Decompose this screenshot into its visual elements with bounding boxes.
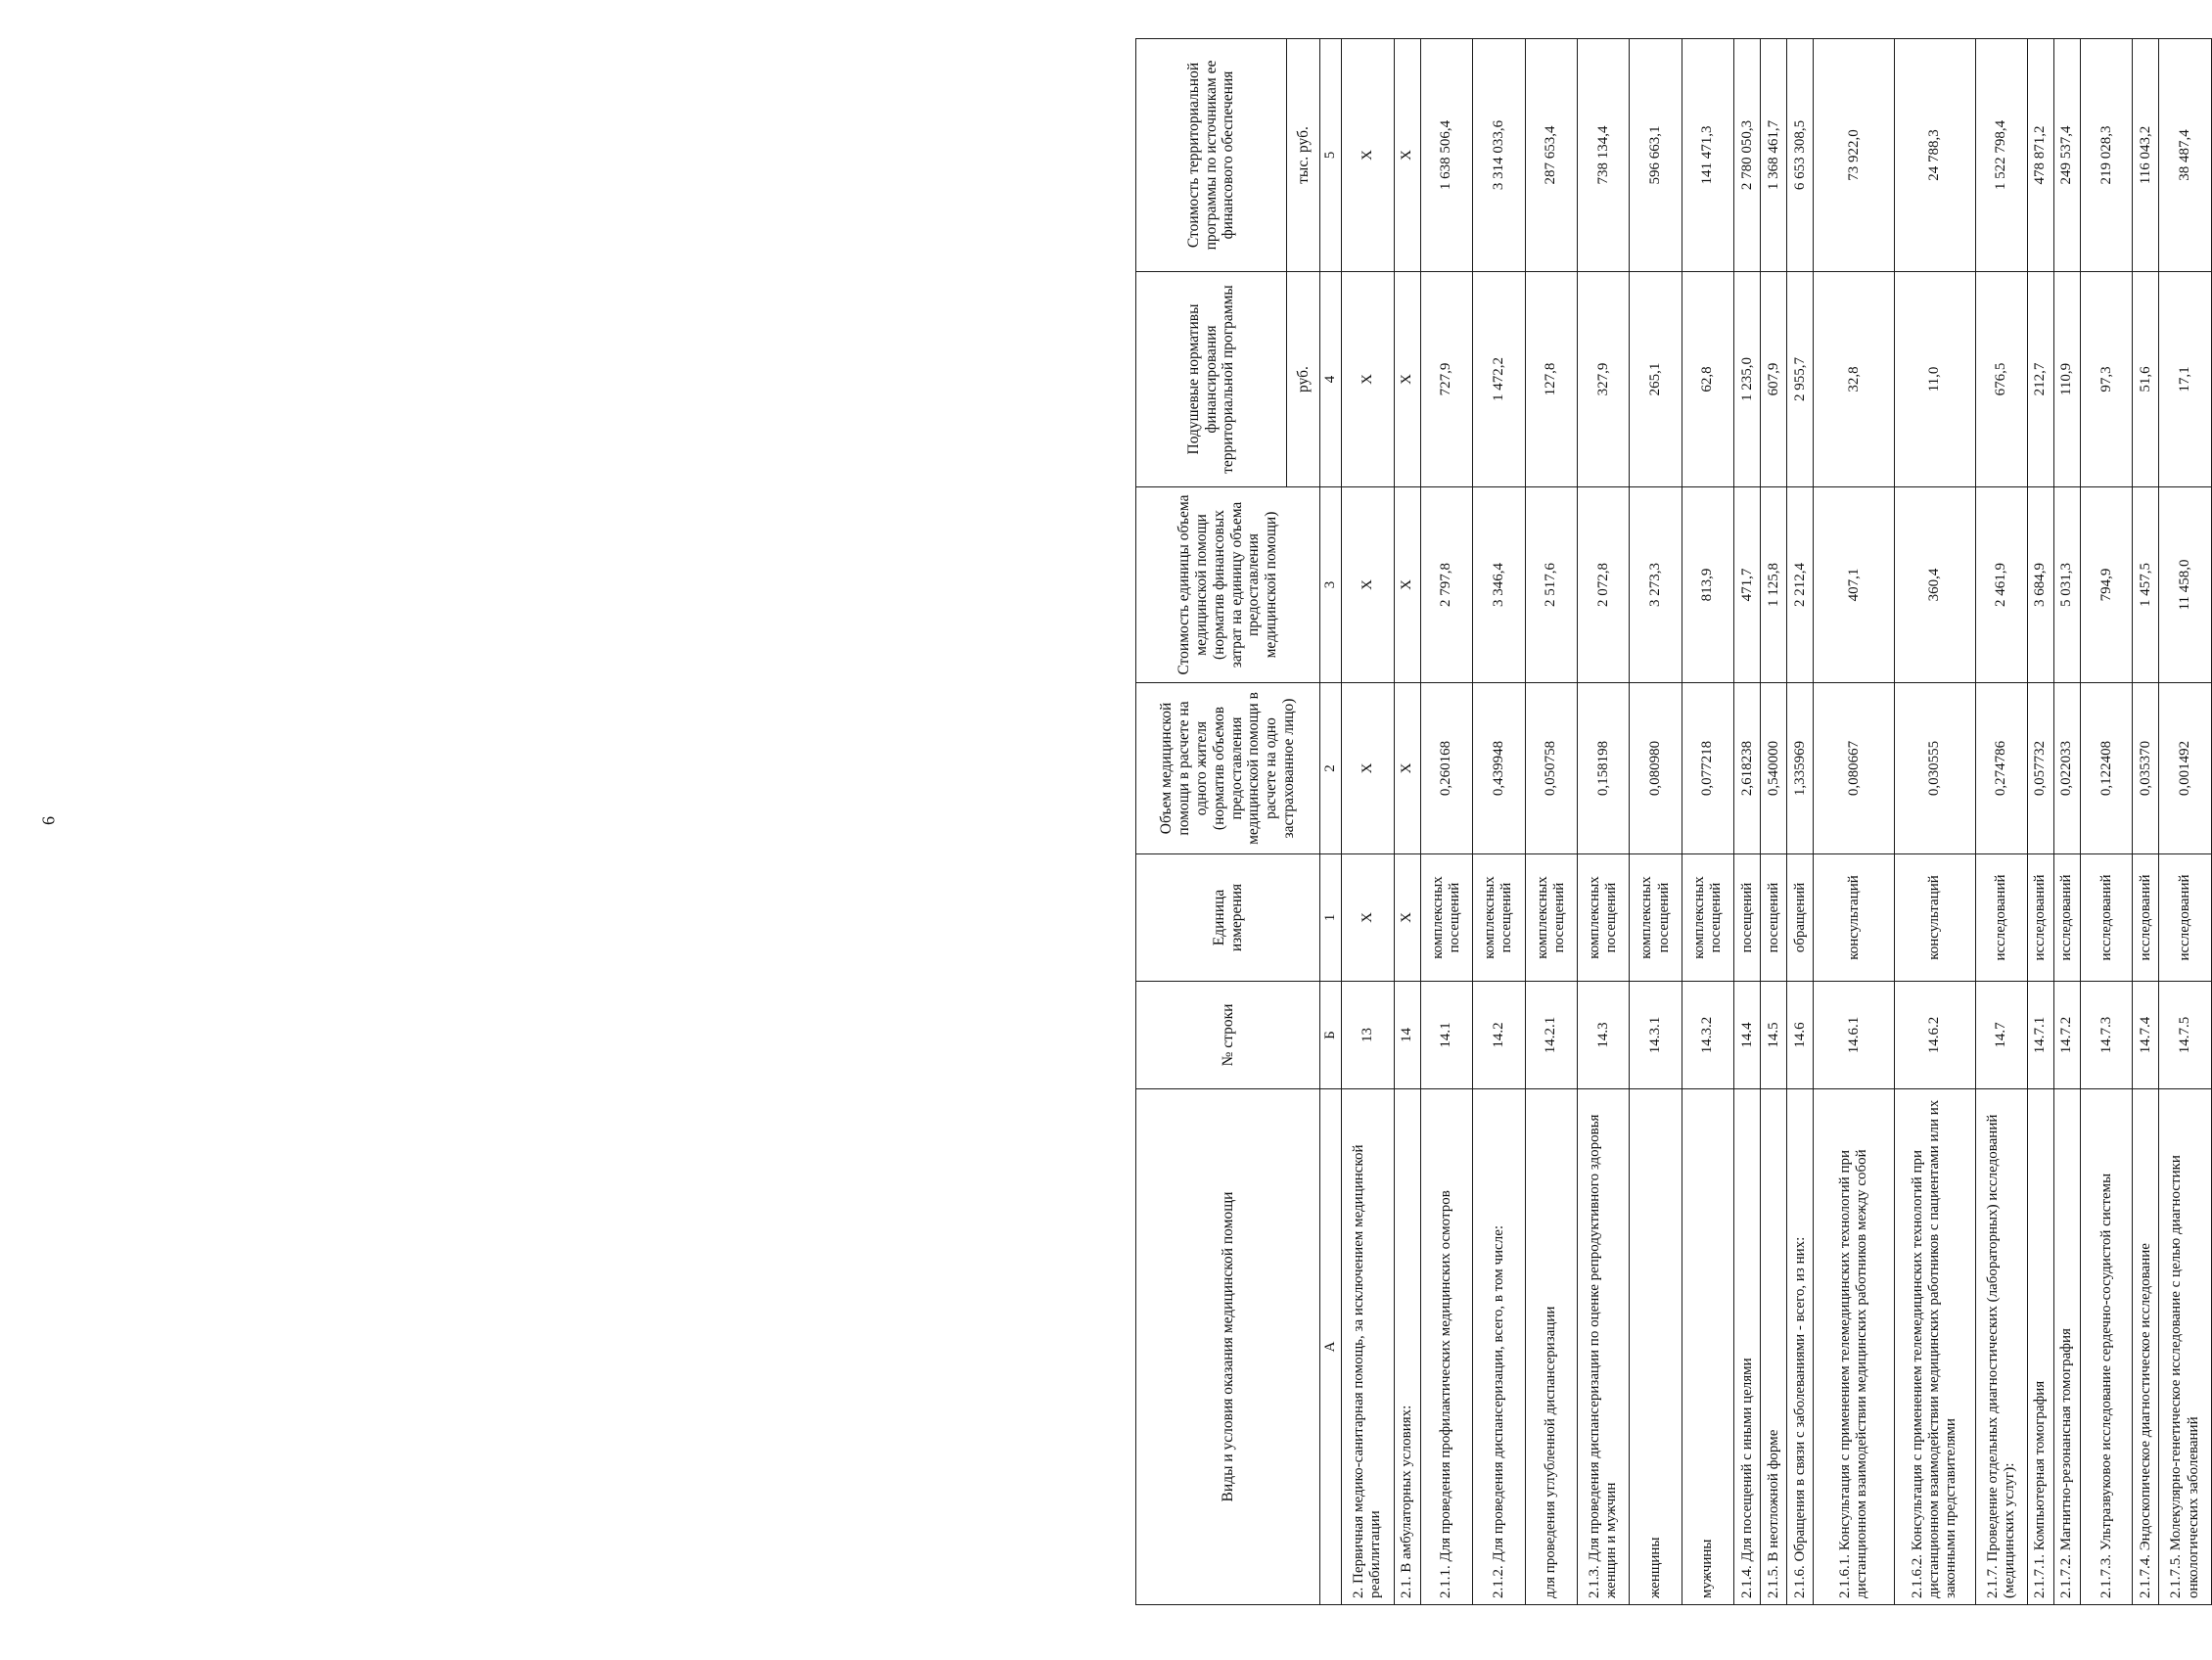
row-name: 2.1.7.2. Магнитно-резонансная томография [2053, 1089, 2080, 1605]
row-name: 2.1.4. Для посещений с иными целями [1734, 1089, 1761, 1605]
row-unit-cost: Х [1342, 487, 1394, 683]
row-volume: 0,001492 [2159, 683, 2212, 854]
row-total-cost: 73 922,0 [1814, 39, 1895, 272]
row-line-number: 14 [1394, 982, 1420, 1089]
row-unit-cost: 2 072,8 [1578, 487, 1630, 683]
row-volume: Х [1342, 683, 1394, 854]
row-name: мужчины [1682, 1089, 1733, 1605]
row-line-number: 13 [1342, 982, 1394, 1089]
row-line-number: 14.5 [1761, 982, 1787, 1089]
row-volume: 0,030555 [1894, 683, 1975, 854]
row-line-number: 14.3 [1578, 982, 1630, 1089]
row-unit-cost: 2 517,6 [1525, 487, 1577, 683]
table-row [2053, 39, 2080, 1605]
table-row [1787, 39, 1814, 1605]
rotated-table-container [1135, 39, 2212, 1605]
index-cell: 1 [1320, 854, 1342, 982]
table-row [1342, 39, 1394, 1605]
header-per-capita: Подушевые нормативы финансирования территориальной программы [1136, 272, 1287, 487]
medical-care-table [1135, 38, 2212, 1605]
row-unit: комплексных посещений [1682, 854, 1733, 982]
table-row [1814, 39, 1895, 1605]
header-unit-thousand-rub: тыс. руб. [1287, 39, 1320, 272]
row-unit: исследований [2081, 854, 2133, 982]
table-row [1394, 39, 1420, 1605]
header-unit: Единица измерения [1136, 854, 1320, 982]
row-line-number: 14.3.2 [1682, 982, 1733, 1089]
header-total-cost: Стоимость территориальной программы по источникам ее финансового обеспечения [1136, 39, 1287, 272]
index-cell: 3 [1320, 487, 1342, 683]
header-unit-rub: руб. [1287, 272, 1320, 487]
row-unit: исследований [2053, 854, 2080, 982]
row-unit: комплексных посещений [1578, 854, 1630, 982]
row-total-cost: 6 653 308,5 [1787, 39, 1814, 272]
row-volume: 0,122408 [2081, 683, 2133, 854]
row-unit-cost: 360,4 [1894, 487, 1975, 683]
row-name: 2.1.1. Для проведения профилактических медицинских осмотров [1420, 1089, 1472, 1605]
index-cell: А [1320, 1089, 1342, 1605]
row-unit-cost: Х [1394, 487, 1420, 683]
table-row [1975, 39, 2027, 1605]
row-per-capita: 32,8 [1814, 272, 1895, 487]
row-unit: комплексных посещений [1473, 854, 1525, 982]
row-unit-cost: 1 457,5 [2133, 487, 2159, 683]
table-body [1342, 39, 2212, 1605]
row-unit-cost: 1 125,8 [1761, 487, 1787, 683]
row-total-cost: 287 653,4 [1525, 39, 1577, 272]
row-name: 2.1.7.1. Компьютерная томография [2027, 1089, 2053, 1605]
row-per-capita: Х [1394, 272, 1420, 487]
row-volume: 0,158198 [1578, 683, 1630, 854]
row-per-capita: 2 955,7 [1787, 272, 1814, 487]
row-unit: обращений [1787, 854, 1814, 982]
table-row [1420, 39, 1472, 1605]
index-cell: 4 [1320, 272, 1342, 487]
row-line-number: 14.6.2 [1894, 982, 1975, 1089]
row-unit: комплексных посещений [1630, 854, 1682, 982]
row-unit: комплексных посещений [1525, 854, 1577, 982]
row-per-capita: 607,9 [1761, 272, 1787, 487]
row-per-capita: 1 235,0 [1734, 272, 1761, 487]
row-line-number: 14.4 [1734, 982, 1761, 1089]
row-total-cost: 1 368 461,7 [1761, 39, 1787, 272]
row-name: 2.1.7.4. Эндоскопическое диагностическое исследование [2133, 1089, 2159, 1605]
row-per-capita: Х [1342, 272, 1394, 487]
table-row [1682, 39, 1733, 1605]
row-unit: Х [1394, 854, 1420, 982]
row-name: 2.1.7.3. Ультразвуковое исследование сердечно-сосудистой системы [2081, 1089, 2133, 1605]
row-per-capita: 1 472,2 [1473, 272, 1525, 487]
row-unit-cost: 794,9 [2081, 487, 2133, 683]
row-total-cost: 478 871,2 [2027, 39, 2053, 272]
row-unit: исследований [2159, 854, 2212, 982]
table-row [1894, 39, 1975, 1605]
row-per-capita: 265,1 [1630, 272, 1682, 487]
row-line-number: 14.7.3 [2081, 982, 2133, 1089]
row-per-capita: 62,8 [1682, 272, 1733, 487]
row-line-number: 14.3.1 [1630, 982, 1682, 1089]
table-row [2133, 39, 2159, 1605]
row-per-capita: 17,1 [2159, 272, 2212, 487]
row-volume: 0,540000 [1761, 683, 1787, 854]
row-unit-cost: 3 684,9 [2027, 487, 2053, 683]
table-row [1473, 39, 1525, 1605]
row-total-cost: 1 522 798,4 [1975, 39, 2027, 272]
row-volume: 0,260168 [1420, 683, 1472, 854]
row-total-cost: 1 638 506,4 [1420, 39, 1472, 272]
index-row [1320, 39, 1342, 1605]
row-total-cost: Х [1394, 39, 1420, 272]
table-row [1734, 39, 1761, 1605]
row-unit-cost: 2 461,9 [1975, 487, 2027, 683]
row-unit-cost: 471,7 [1734, 487, 1761, 683]
row-name: 2.1. В амбулаторных условиях: [1394, 1089, 1420, 1605]
row-volume: 0,080667 [1814, 683, 1895, 854]
row-per-capita: 51,6 [2133, 272, 2159, 487]
row-volume: 2,618238 [1734, 683, 1761, 854]
row-per-capita: 110,9 [2053, 272, 2080, 487]
row-unit-cost: 407,1 [1814, 487, 1895, 683]
row-total-cost: Х [1342, 39, 1394, 272]
row-volume: 0,274786 [1975, 683, 2027, 854]
row-unit: консультаций [1894, 854, 1975, 982]
row-unit: исследований [1975, 854, 2027, 982]
row-unit: комплексных посещений [1420, 854, 1472, 982]
row-name: женщины [1630, 1089, 1682, 1605]
row-unit-cost: 813,9 [1682, 487, 1733, 683]
row-name: 2.1.3. Для проведения диспансеризации по оценке репродуктивного здоровья женщин и мужчин [1578, 1089, 1630, 1605]
table-row [2027, 39, 2053, 1605]
row-line-number: 14.2.1 [1525, 982, 1577, 1089]
row-volume: 0,022033 [2053, 683, 2080, 854]
header-unit-cost: Стоимость единицы объема медицинской помощи (норматив финансовых затрат на единицу объема предоставления медицинской помощи) [1136, 487, 1320, 683]
row-total-cost: 2 780 050,3 [1734, 39, 1761, 272]
table-row [1578, 39, 1630, 1605]
page-number: 6 [38, 816, 59, 825]
row-volume: Х [1394, 683, 1420, 854]
row-name: 2.1.6.1. Консультация с применением телемедицинских технологий при дистанционном взаимодействии медицинских работников между собой [1814, 1089, 1895, 1605]
table-row [2159, 39, 2212, 1605]
row-volume: 0,035370 [2133, 683, 2159, 854]
row-unit: исследований [2027, 854, 2053, 982]
header-line-number: № строки [1136, 982, 1320, 1089]
row-unit: Х [1342, 854, 1394, 982]
row-volume: 1,335969 [1787, 683, 1814, 854]
row-line-number: 14.1 [1420, 982, 1472, 1089]
table-row [1630, 39, 1682, 1605]
header-kinds-of-care: Виды и условия оказания медицинской помощи [1136, 1089, 1320, 1605]
row-name: 2.1.2. Для проведения диспансеризации, всего, в том числе: [1473, 1089, 1525, 1605]
row-line-number: 14.7 [1975, 982, 2027, 1089]
row-total-cost: 24 788,3 [1894, 39, 1975, 272]
row-volume: 0,057732 [2027, 683, 2053, 854]
row-unit-cost: 5 031,3 [2053, 487, 2080, 683]
row-line-number: 14.6 [1787, 982, 1814, 1089]
row-line-number: 14.6.1 [1814, 982, 1895, 1089]
row-per-capita: 127,8 [1525, 272, 1577, 487]
row-per-capita: 727,9 [1420, 272, 1472, 487]
row-total-cost: 38 487,4 [2159, 39, 2212, 272]
row-total-cost: 249 537,4 [2053, 39, 2080, 272]
row-line-number: 14.7.2 [2053, 982, 2080, 1089]
row-total-cost: 738 134,4 [1578, 39, 1630, 272]
index-cell: 5 [1320, 39, 1342, 272]
row-line-number: 14.7.5 [2159, 982, 2212, 1089]
header-volume: Объем медицинской помощи в расчете на одного жителя (норматив объемов предоставления медицинской помощи в расчете на одно застрахованное лицо) [1136, 683, 1320, 854]
row-name: 2.1.6.2. Консультация с применением телемедицинских технологий при дистанционном взаимодействии медицинских работников с пациентами или их законными представителями [1894, 1089, 1975, 1605]
row-unit: посещений [1761, 854, 1787, 982]
row-unit-cost: 3 273,3 [1630, 487, 1682, 683]
table-row [1761, 39, 1787, 1605]
row-per-capita: 327,9 [1578, 272, 1630, 487]
row-volume: 0,050758 [1525, 683, 1577, 854]
row-volume: 0,077218 [1682, 683, 1733, 854]
row-total-cost: 219 028,3 [2081, 39, 2133, 272]
row-total-cost: 116 043,2 [2133, 39, 2159, 272]
table-row [2081, 39, 2133, 1605]
row-per-capita: 97,3 [2081, 272, 2133, 487]
row-total-cost: 141 471,3 [1682, 39, 1733, 272]
row-line-number: 14.7.1 [2027, 982, 2053, 1089]
row-line-number: 14.2 [1473, 982, 1525, 1089]
row-unit-cost: 2 212,4 [1787, 487, 1814, 683]
row-per-capita: 11,0 [1894, 272, 1975, 487]
row-name: 2.1.7.5. Молекулярно-генетическое исследование с целью диагностики онкологических заболеваний [2159, 1089, 2212, 1605]
row-per-capita: 676,5 [1975, 272, 2027, 487]
row-name: 2. Первичная медико-санитарная помощь, за исключением медицинской реабилитации [1342, 1089, 1394, 1605]
row-name: для проведения углубленной диспансеризации [1525, 1089, 1577, 1605]
row-volume: 0,080980 [1630, 683, 1682, 854]
row-name: 2.1.5. В неотложной форме [1761, 1089, 1787, 1605]
row-unit-cost: 3 346,4 [1473, 487, 1525, 683]
row-unit: консультаций [1814, 854, 1895, 982]
row-unit: посещений [1734, 854, 1761, 982]
row-unit: исследований [2133, 854, 2159, 982]
index-cell: Б [1320, 982, 1342, 1089]
row-per-capita: 212,7 [2027, 272, 2053, 487]
row-unit-cost: 11 458,0 [2159, 487, 2212, 683]
row-name: 2.1.6. Обращения в связи с заболеваниями - всего, из них: [1787, 1089, 1814, 1605]
index-cell: 2 [1320, 683, 1342, 854]
row-name: 2.1.7. Проведение отдельных диагностических (лабораторных) исследований (медицинских услуг): [1975, 1089, 2027, 1605]
row-total-cost: 3 314 033,6 [1473, 39, 1525, 272]
row-unit-cost: 2 797,8 [1420, 487, 1472, 683]
row-line-number: 14.7.4 [2133, 982, 2159, 1089]
row-total-cost: 596 663,1 [1630, 39, 1682, 272]
row-volume: 0,439948 [1473, 683, 1525, 854]
table-row [1525, 39, 1577, 1605]
